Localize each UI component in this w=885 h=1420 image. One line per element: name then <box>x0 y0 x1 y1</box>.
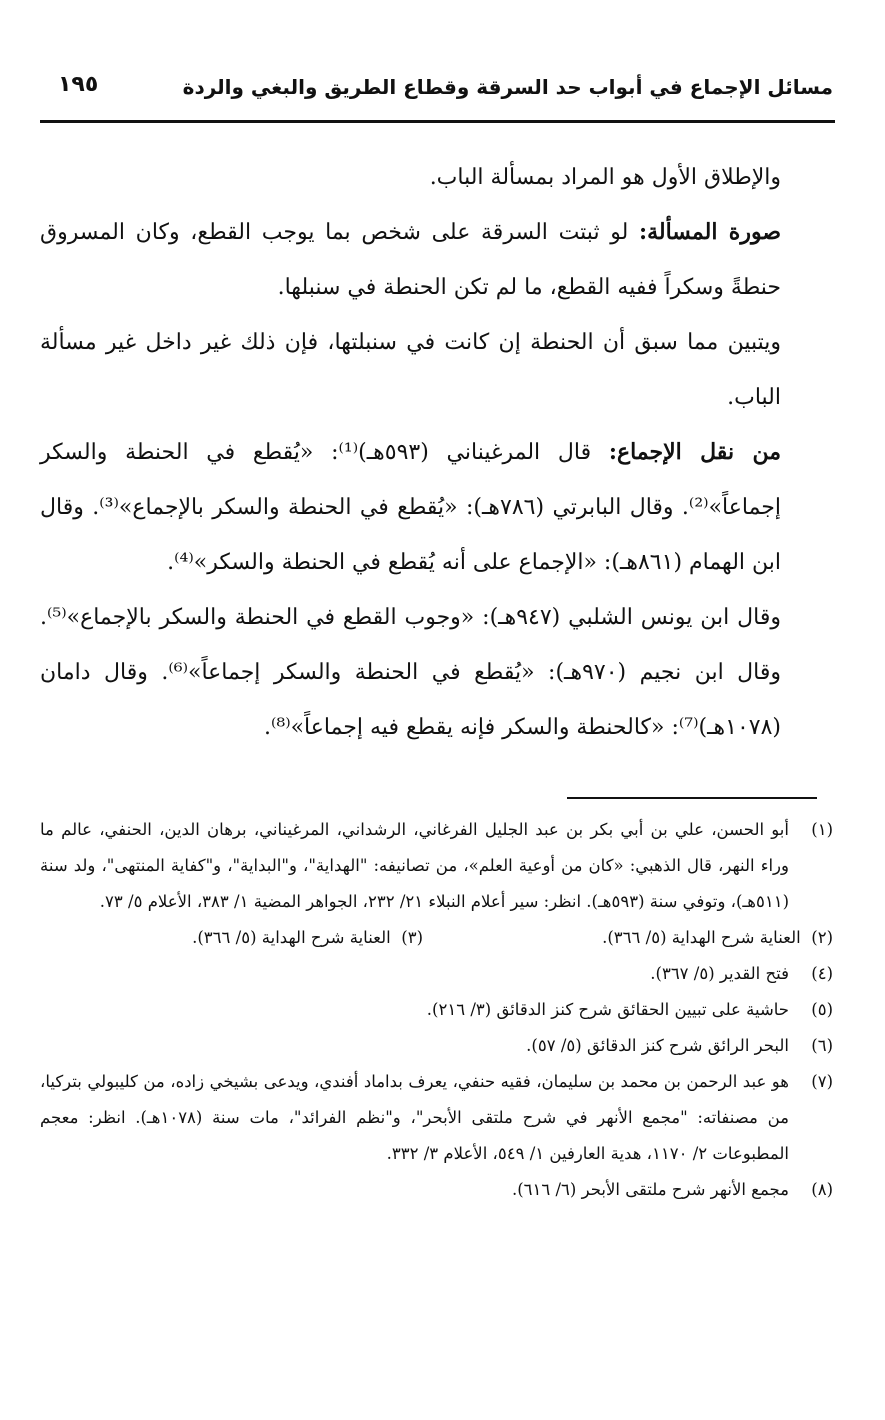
paragraph-2-text: لو ثبتت السرقة على شخص بما يوجب القطع، وكان المسروق حنطةً وسكراً ففيه القطع، ما لم تكن الحنطة في سنبلها. <box>40 220 781 300</box>
footnote-5 <box>40 992 833 1028</box>
footnote-text: البحر الرائق شرح كنز الدقائق (٥/ ٥٧). <box>526 1036 789 1055</box>
footnote-6 <box>40 1028 833 1064</box>
footnote-number: (٤) <box>811 964 833 983</box>
footnote-text: أبو الحسن، علي بن أبي بكر بن عبد الجليل الفرغاني، الرشداني، المرغيناني، برهان الدين، الحنفي، عالم ما وراء النهر، قال الذهبي: «كان من أوعية العلم»، من تصانيفه: "الهداية"، و"البداية"، و"كفاية المنتهى"، ولد سنة (٥١١هـ)، وتوفي سنة (٥٩٣هـ). انظر: سير أعلام النبلاء ٢١/ ٢٣٢، الجواهر المضية ١/ ٣٨٣، الأعلام ٥/ ٧٣. <box>40 820 789 911</box>
footnote-1 <box>40 812 833 920</box>
footnote-text: حاشية على تبيين الحقائق شرح كنز الدقائق (٣/ ٢١٦). <box>426 1000 789 1019</box>
header-rule <box>40 120 835 123</box>
section-label-consensus-reporters: من نقل الإجماع: <box>608 439 781 465</box>
footnote-8 <box>40 1172 833 1208</box>
footnote-number: (٣) <box>401 928 423 947</box>
footnote-4 <box>40 956 833 992</box>
footnote-3 <box>192 920 423 956</box>
footnote-number: (٢) <box>811 928 833 947</box>
section-label-question-form: صورة المسألة: <box>638 219 781 245</box>
footnote-separator <box>567 797 817 799</box>
paragraph-4 <box>40 425 819 590</box>
footnote-text: العناية شرح الهداية (٥/ ٣٦٦). <box>602 928 801 947</box>
footnote-number: (٥) <box>811 1000 833 1019</box>
page-number: ١٩٥ <box>58 72 99 97</box>
footnote-7 <box>40 1064 833 1172</box>
footnote-pair-2-3 <box>40 920 833 956</box>
paragraph-1: والإطلاق الأول هو المراد بمسألة الباب. <box>429 165 781 190</box>
main-text <box>40 150 819 755</box>
footnote-number: (٨) <box>811 1180 833 1199</box>
paragraph-5: وقال ابن يونس الشلبي (٩٤٧هـ): «وجوب القطع في الحنطة والسكر بالإجماع»⁽⁵⁾. وقال ابن نجيم (٩٧٠هـ): «يُقطع في الحنطة والسكر إجماعاً»⁽⁶⁾. وقال دامان (١٠٧٨هـ)⁽⁷⁾: «كالحنطة والسكر فإنه يقطع فيه إجماعاً»⁽⁸⁾. <box>40 605 781 740</box>
paragraph-2 <box>40 205 819 315</box>
footnote-number: (٦) <box>811 1036 833 1055</box>
footnote-text: مجمع الأنهر شرح ملتقى الأبحر (٦/ ٦١٦). <box>511 1180 789 1199</box>
footnote-text: فتح القدير (٥/ ٣٦٧). <box>650 964 789 983</box>
footnote-text: العناية شرح الهداية (٥/ ٣٦٦). <box>192 928 391 947</box>
footnotes <box>40 812 833 1208</box>
running-title: مسائل الإجماع في أبواب حد السرقة وقطاع الطريق والبغي والردة <box>182 75 833 99</box>
page-header <box>40 72 833 109</box>
footnote-2 <box>602 920 833 956</box>
footnote-number: (١) <box>811 820 833 839</box>
paragraph-4-text: قال المرغيناني (٥٩٣هـ)⁽¹⁾: «يُقطع في الحنطة والسكر إجماعاً»⁽²⁾. وقال البابرتي (٧٨٦هـ): «يُقطع في الحنطة والسكر بالإجماع»⁽³⁾. وقال ابن الهمام (٨٦١هـ): «الإجماع على أنه يُقطع في الحنطة والسكر»⁽⁴⁾. <box>40 440 781 575</box>
footnote-number: (٧) <box>811 1072 833 1091</box>
paragraph-3: ويتبين مما سبق أن الحنطة إن كانت في سنبلتها، فإن ذلك غير داخل غير مسألة الباب. <box>40 330 781 410</box>
footnote-text: هو عبد الرحمن بن محمد بن سليمان، فقيه حنفي، يعرف بداماد أفندي، ويدعى بشيخي زاده، من كليبولي بتركيا، من مصنفاته: "مجمع الأنهر في شرح ملتقى الأبحر"، و"نظم الفرائد"، مات سنة (١٠٧٨هـ). انظر: معجم المطبوعات ٢/ ١١٧٠، هدية العارفين ١/ ٥٤٩، الأعلام ٣/ ٣٣٢. <box>40 1072 789 1163</box>
